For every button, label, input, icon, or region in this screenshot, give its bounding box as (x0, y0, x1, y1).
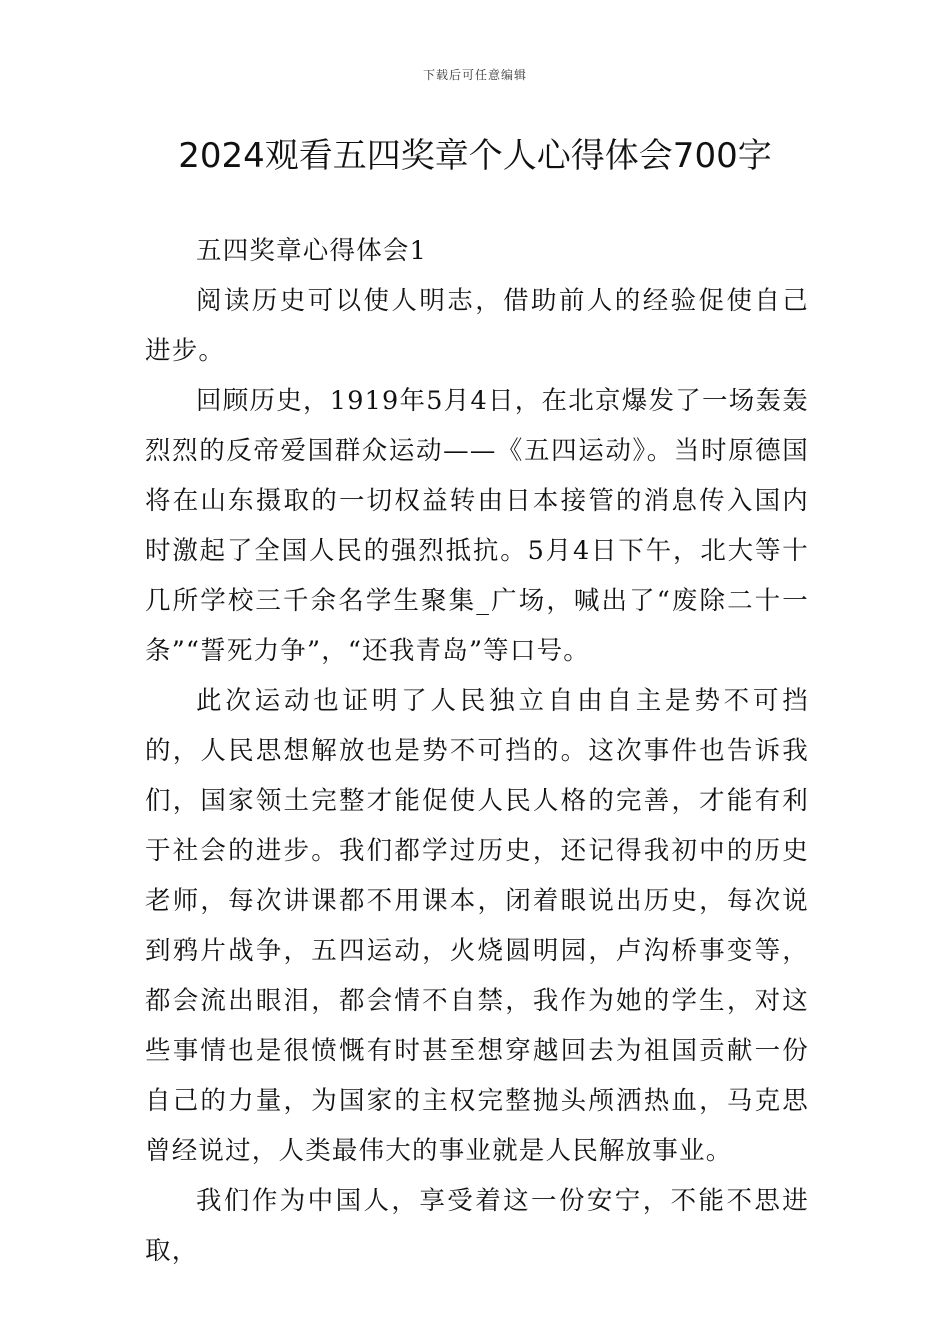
document-body (145, 226, 809, 1276)
header-note: 下载后可任意编辑 (422, 68, 527, 82)
paragraph-intro: 阅读历史可以使人明志，借助前人的经验促使自己进步。 (145, 286, 809, 366)
paragraph-history: 回顾历史，1919年5月4日，在北京爆发了一场轰轰烈烈的反帝爱国群众运动——《五四运动》。当时原德国将在山东摄取的一切权益转由日本接管的消息传入国内时激起了全国人民的强烈抵抗。5月4日下午，北大等十几所学校三千余名学生聚集_广场，喊出了“废除二十一条”“誓死力争”，“还我青岛”等口号。 (145, 386, 809, 666)
section-heading: 五四奖章心得体会1 (196, 236, 428, 266)
document-title: 2024观看五四奖章个人心得体会700字 (178, 136, 772, 176)
paragraph-closing: 我们作为中国人，享受着这一份安宁，不能不思进取， (145, 1186, 809, 1266)
paragraph-reflection: 此次运动也证明了人民独立自由自主是势不可挡的，人民思想解放也是势不可挡的。这次事件也告诉我们，国家领土完整才能促使人民人格的完善，才能有利于社会的进步。我们都学过历史，还记得我初中的历史老师，每次讲课都不用课本，闭着眼说出历史，每次说到鸦片战争，五四运动，火烧圆明园，卢沟桥事变等，都会流出眼泪，都会情不自禁，我作为她的学生，对这些事情也是很愤慨有时甚至想穿越回去为祖国贡献一份自己的力量，为国家的主权完整抛头颅洒热血，马克思曾经说过，人类最伟大的事业就是人民解放事业。 (145, 686, 809, 1166)
